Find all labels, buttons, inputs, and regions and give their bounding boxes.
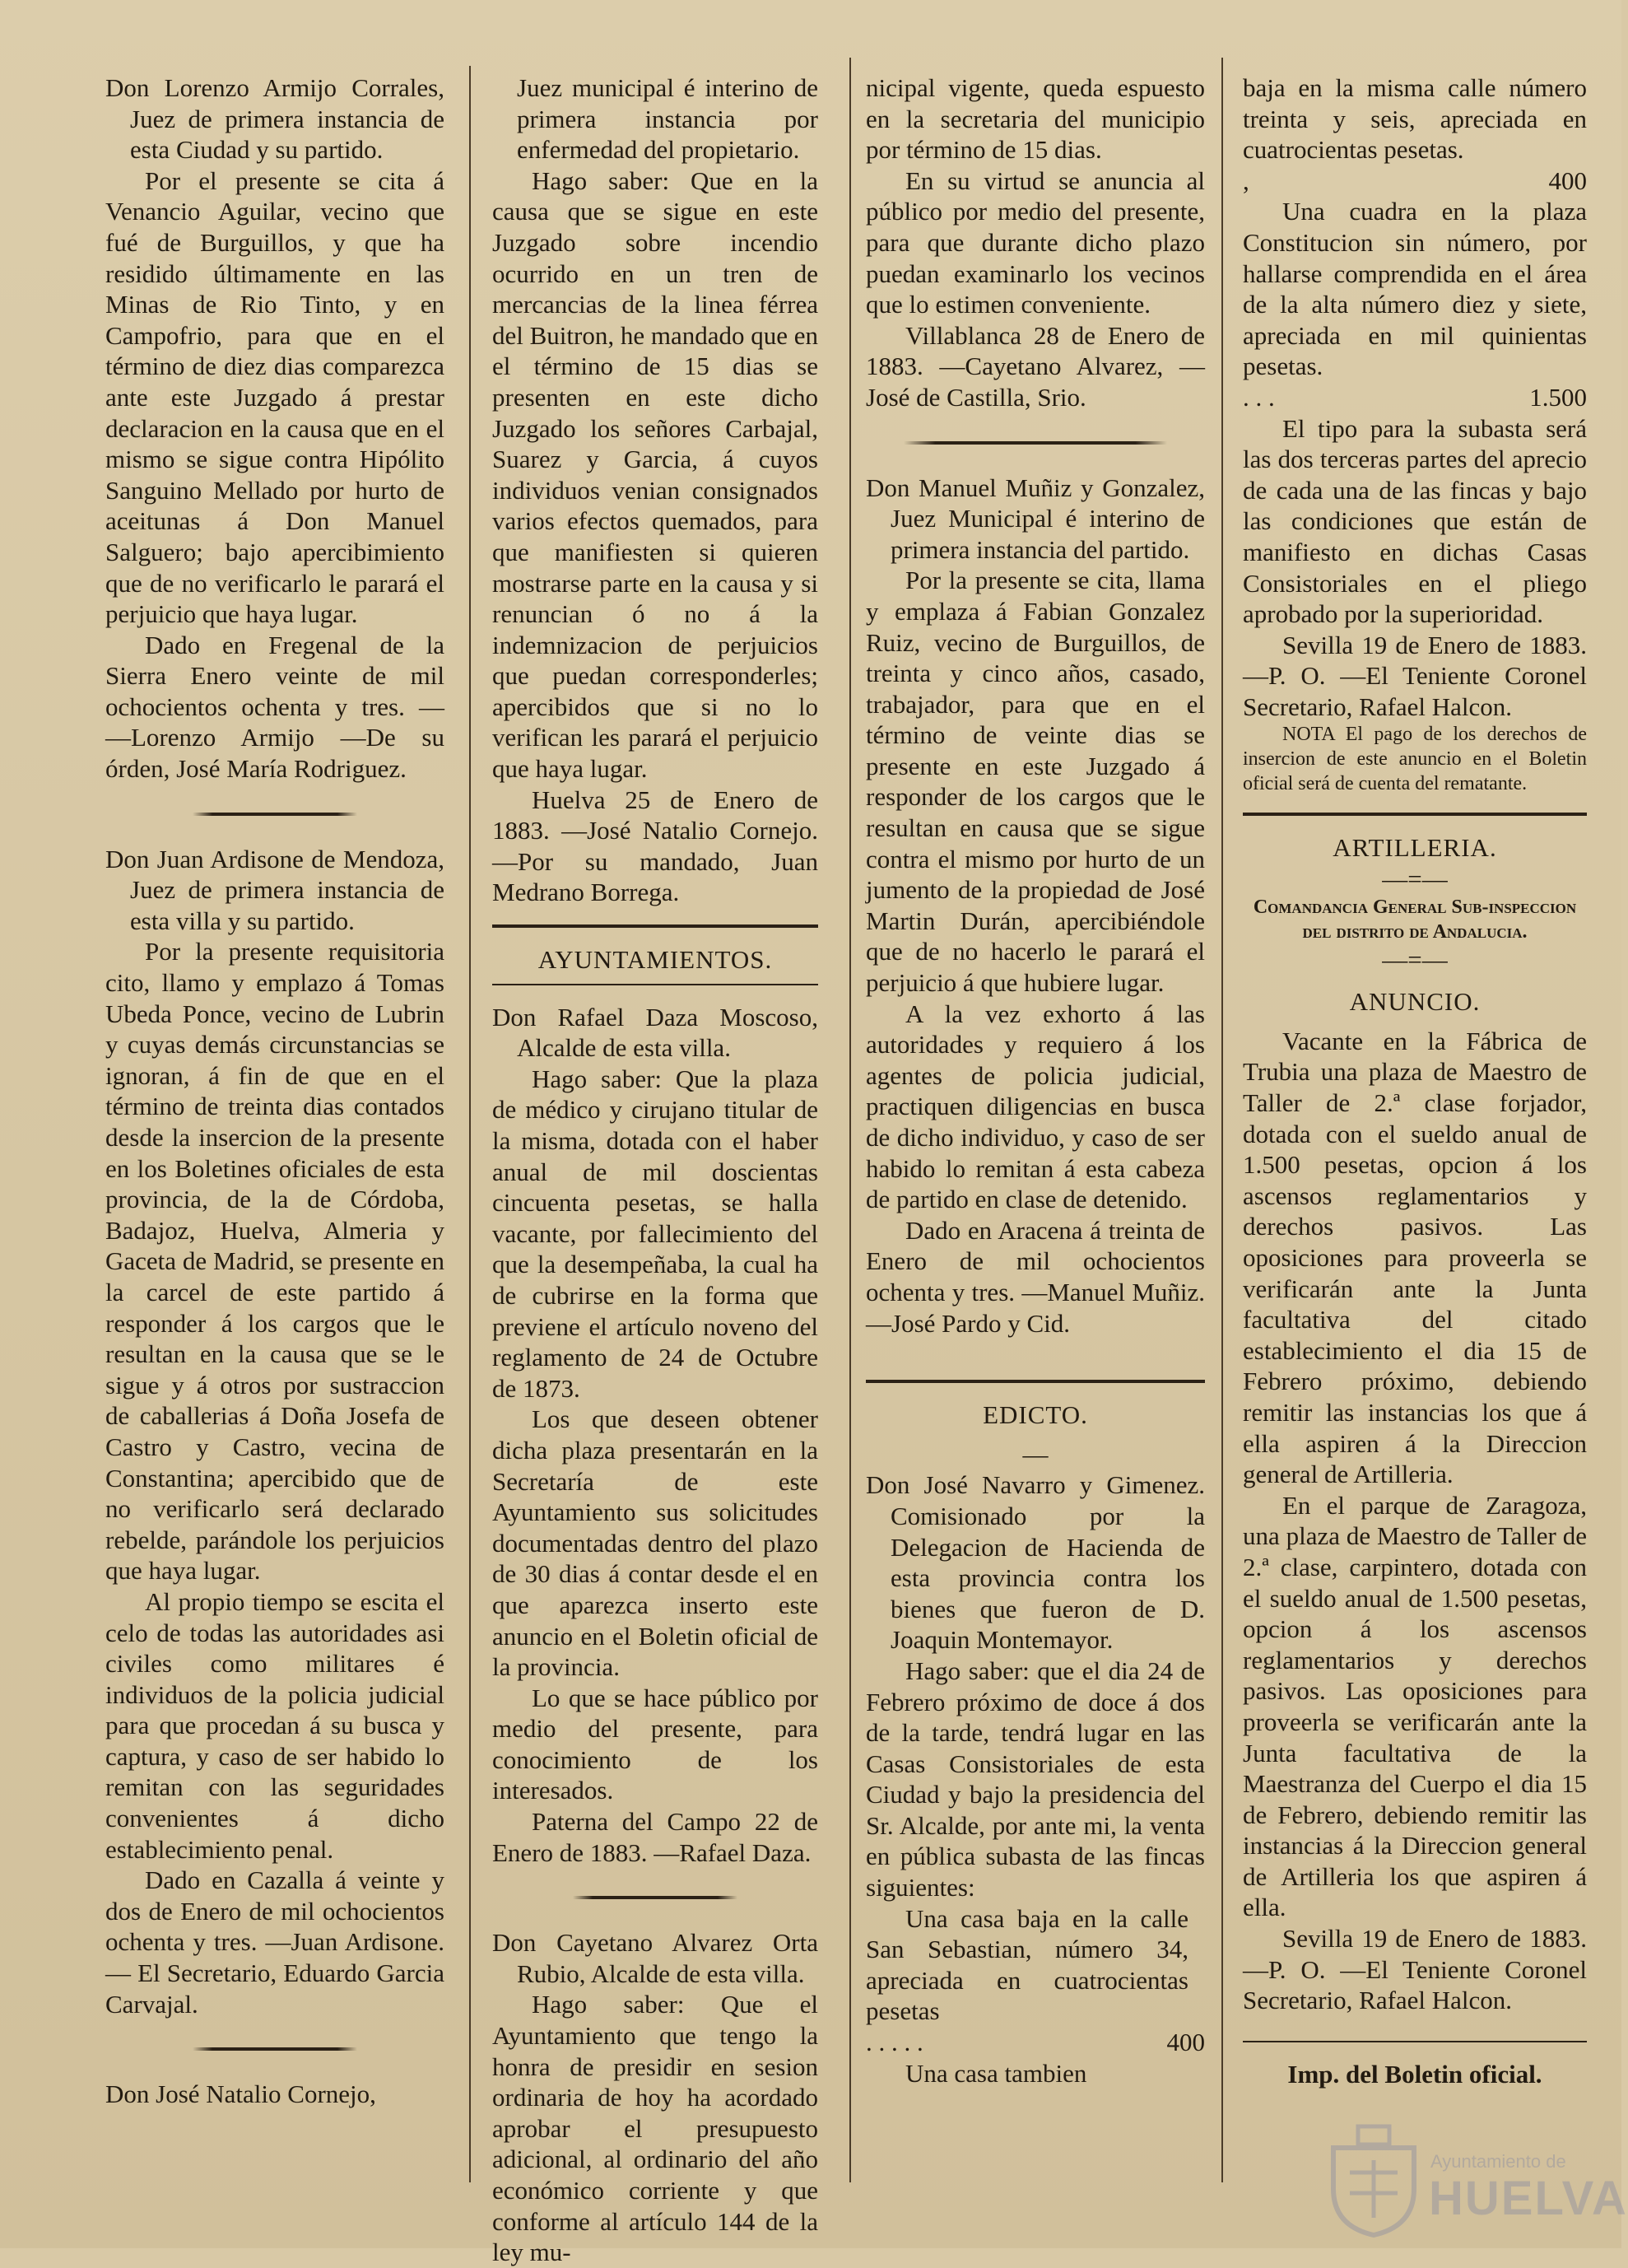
list-item: Una casa baja en la calle San Sebastian, número 34, apreciada en cuatrocientas pesetas: [866, 1903, 1188, 2026]
note-label: NOTA: [1282, 724, 1335, 746]
coat-of-arms-icon: [1325, 2123, 1422, 2238]
price-row: [866, 2027, 1205, 2058]
notice-body: Por la presente requisitoria cito, llamo y emplazo á Tomas Ubeda Ponce, vecino de Lubrin y cuyas demás circunstancias se ignoran, á fin de que en el término de treinta dias contados desde la insercion de la presente en los Boletines oficiales de esta provincia, de la de Córdoba, Badajoz, Huelva, Almeria y Gaceta de Madrid, se presente en la carcel de este partido á responder á los cargos que le resultan en la causa que se le sigue y á otros por sustraccion de caballerias á Doña Josefa de Castro y Castro, vecina de Constantina; apercibido que de no verificarlo será declarado rebelde, parándole los perjuicios que haya lugar.: [105, 937, 444, 1586]
section-title: AYUNTAMIENTOS.: [537, 945, 773, 975]
notice-heading: Don José Navarro y Gimenez. Comisionado por la Delegacion de Hacienda de esta provincia contra los bienes que fueron de D. Joaquin Montemayor.: [866, 1470, 1205, 1655]
column-3: [866, 72, 1205, 2199]
notice-body: nicipal vigente, queda espuesto en la secretaria del municipio por término de 15 dias.: [866, 73, 1205, 165]
column-1: [105, 72, 444, 2199]
separator: [573, 1896, 737, 1899]
notice-signature: Dado en Fregenal de la Sierra Enero veinte de mil ochocientos ochenta y tres. — —Lorenzo Armijo —De su órden, José María Rodriguez.: [105, 630, 444, 784]
note-text: El pago de los derechos de insercion de este anuncio en el Boletin oficial será de cuenta del rematante.: [1243, 724, 1588, 795]
column-2: [492, 72, 819, 2267]
notice-signature: Huelva 25 de Enero de 1883. —José Natalio Cornejo. —Por su mandado, Juan Medrano Borrega.: [492, 785, 818, 907]
section-rule: [866, 1380, 1205, 1383]
column-rule: [849, 58, 851, 2182]
notice-signature: Sevilla 19 de Enero de 1883. —P. O. —El Teniente Coronel Secretario, Rafael Halcon.: [1243, 1924, 1587, 2015]
column-rule: [1221, 58, 1223, 2182]
notice-body: Hago saber: Que la plaza de médico y cirujano titular de la misma, dotada con el haber anual de mil doscientas cincuenta pesetas, se halla vacante, por fallecimiento del que la desempeñaba, la cual ha de cubrirse en la forma que previene el artículo noveno del reglamento de 24 de Octubre de 1873.: [492, 1064, 818, 1403]
notice-body: Los que deseen obtener dicha plaza presentarán en la Secretaría de este Ayuntamiento sus solicitudes documentadas dentro del plazo de 30 dias á contar desde el en que aparezca inserto este anuncio en el Boletin oficial de la provincia.: [492, 1404, 818, 1682]
price-value: 400: [1548, 165, 1587, 195]
notice-signature: Sevilla 19 de Enero de 1883. —P. O. —El Teniente Coronel Secretario, Rafael Halcon.: [1243, 630, 1587, 721]
section-rule: [492, 984, 818, 985]
notice-body: Vacante en la Fábrica de Trubia una plaza de Maestro de Taller de 2.ª clase forjador, dotada con el sueldo anual de 1.500 pesetas, opcion á los ascensos reglamentarios y derechos pasivos. Las oposiciones para proveerla se verificarán ante la Junta facultativa del citado establecimiento el dia 15 de Febrero próximo, debiendo remitir las instancias los que á ella aspiren á la Direccion general de Artilleria.: [1243, 1026, 1587, 1489]
notice-body: Lo que se hace público por medio del presente, para conocimiento de los interesados.: [492, 1683, 818, 1805]
notice-body: A la vez exhorto á las autoridades y requiero á los agentes de policia judicial, practiquen diligencias en busca de dicho individuo, y caso de ser habido lo remitan á esta cabeza de partido en clase de detenido.: [866, 999, 1205, 1214]
column-rule: [469, 66, 471, 2182]
notice-heading: Don Cayetano Alvarez Orta Rubio, Alcalde de esta villa.: [492, 1928, 818, 1988]
price-row: [1243, 382, 1587, 413]
list-item: Una cuadra en la plaza Constitucion sin número, por hallarse comprendida en el área de la alta número diez y siete, apreciada en mil quinientas pesetas.: [1243, 197, 1587, 381]
column-4: [1243, 72, 1587, 2199]
watermark-top: Ayuntamiento de: [1430, 2151, 1566, 2172]
notice-body: Al propio tiempo se escita el celo de todas las autoridades asi civiles como militares é individuos de la policia judicial para que procedan á su busca y captura, y caso de ser habido lo remitan con las seguridades convenientes á dicho establecimiento penal.: [105, 1586, 444, 1864]
imprint: Imp. del Boletin oficial.: [1287, 2059, 1542, 2089]
notice-body: Por la presente se cita, llama y emplaza á Fabian Gonzalez Ruiz, vecino de Burguillos, de treinta y cinco años, casado, trabajador, para que en el término de veinte dias se presente en este Juzgado á responder de los cargos que le resultan en causa que se sigue contra el mismo por hurto de un jumento de la propiedad de José Martin Durán, apercibiéndole que de no hacerlo le parará el perjuicio á que hubiere lugar.: [866, 566, 1205, 998]
notice-signature: Dado en Cazalla á veinte y dos de Enero de mil ochocientos ochenta y tres. —Juan Ardisone. — El Secretario, Eduardo Garcia Carvajal.: [105, 1865, 444, 2019]
section-title: ARTILLERIA.: [1333, 833, 1497, 863]
notice-signature: Paterna del Campo 22 de Enero de 1883. —Rafael Daza.: [492, 1807, 818, 1867]
leader-dots: . . . . .: [866, 2028, 923, 2057]
notice-heading: Don Juan Ardisone de Mendoza, Juez de primera instancia de esta villa y su partido.: [105, 844, 444, 935]
notice-heading: Don José Natalio Cornejo,: [105, 2079, 376, 2109]
notice-body: Hago saber: que el dia 24 de Febrero próximo de doce á dos de la tarde, tendrá lugar en las Casas Consistoriales de esta Ciudad y bajo la presidencia del Sr. Alcalde, por ante mi, la venta en pública subasta de las fincas siguientes:: [866, 1656, 1205, 1902]
separator: [904, 441, 1167, 445]
price-value: 400: [1166, 2028, 1205, 2057]
notice-body: El tipo para la subasta será las dos terceras partes del aprecio de cada una de las fincas y bajo las condiciones que están de manifiesto en dichas Casas Consistoriales en el pliego aprobado por la superioridad.: [1243, 413, 1587, 629]
separator: [193, 813, 357, 816]
dash-ornament: —=—: [1382, 864, 1448, 894]
price-value: 1.500: [1529, 382, 1587, 412]
leader-dots: . . .: [1243, 382, 1275, 412]
separator: [193, 2047, 357, 2051]
list-item: Una casa tambien: [905, 2058, 1087, 2088]
section-rule: [492, 924, 818, 928]
price-row: [1243, 165, 1587, 197]
notice-body: Hago saber: Que en la causa que se sigue en este Juzgado sobre incendio ocurrido en un tren de mercancias de la linea férrea del Buitron, he mandado que en el término de 15 dias se presenten en este dicho Juzgado los señores Carbajal, Suarez y Garcia, á cuyos individuos venian consignados varios efectos quemados, para que manifiesten si quieren mostrarse parte en la causa y si renuncian ó no á la indemnizacion de perjuicios que puedan corresponderles; apercibidos que si no lo verifican les parará el perjuicio que haya lugar.: [492, 165, 819, 784]
notice-body: En su virtud se anuncia al público por medio del presente, para que durante dicho plazo puedan examinarlo los vecinos que lo estimen conveniente.: [866, 165, 1205, 319]
notice-heading: Don Rafael Daza Moscoso, Alcalde de esta villa.: [492, 1002, 818, 1063]
leader-dots: ,: [1243, 165, 1249, 195]
dash-ornament: —: [1022, 1439, 1049, 1469]
watermark-main: HUELVA: [1429, 2172, 1628, 2225]
dash-ornament: —=—: [1382, 944, 1448, 974]
watermark: [1325, 2120, 1628, 2243]
notice-body: En el parque de Zaragoza, una plaza de Maestro de Taller de 2.ª clase, carpintero, dotada con el sueldo anual de 1.500 pesetas, opcion á los ascensos reglamentarios y derechos pasivos. Las oposiciones para proveerla se verificarán ante la Junta facultativa de la Maestranza del Cuerpo el dia 15 de Febrero, debiendo remitir las instancias á la Direccion general de Artilleria los que aspiren á ella.: [1243, 1490, 1587, 1922]
notice-heading: Juez municipal é interino de primera instancia por enfermedad del propietario.: [517, 73, 818, 165]
notice-heading: Don Manuel Muñiz y Gonzalez, Juez Municipal é interino de primera instancia del partido.: [866, 473, 1205, 564]
section-title: ANUNCIO.: [1349, 987, 1481, 1017]
section-rule: [1243, 813, 1587, 816]
notice-body: Hago saber: Que el Ayuntamiento que tengo la honra de presidir en sesion ordinaria de hoy ha acordado aprobar el presupuesto adicional, al ordinario del año económico corriente y que conforme al artículo 144 de la ley mu-: [492, 1990, 818, 2267]
list-item: baja en la misma calle número treinta y seis, apreciada en cuatrocientas pesetas.: [1243, 73, 1587, 165]
section-rule: [1243, 2041, 1587, 2042]
section-title: EDICTO.: [983, 1400, 1088, 1430]
notice-body: Por el presente se cita á Venancio Aguilar, vecino que fué de Burguillos, y que ha residido últimamente en las Minas de Rio Tinto, y en Campofrio, para que en el término de diez dias comparezca ante este Juzgado á prestar declaracion en la causa que en el mismo se sigue contra Hipólito Sanguino Mellado por hurto de aceitunas á Don Manuel Salguero; bajo apercibimiento que de no verificarlo le parará el perjuicio que haya lugar.: [105, 165, 444, 629]
notice-heading: Don Lorenzo Armijo Corrales, Juez de primera instancia de esta Ciudad y su partido.: [105, 73, 444, 165]
section-subtitle: Comandancia General Sub-inspeccion del distrito de Andalucia.: [1253, 896, 1577, 943]
notice-signature: Villablanca 28 de Enero de 1883. —Cayetano Alvarez, —José de Castilla, Srio.: [866, 320, 1205, 412]
notice-signature: Dado en Aracena á treinta de Enero de mil ochocientos ochenta y tres. —Manuel Muñiz. —José Pardo y Cid.: [866, 1215, 1205, 1338]
note: [1243, 722, 1587, 796]
